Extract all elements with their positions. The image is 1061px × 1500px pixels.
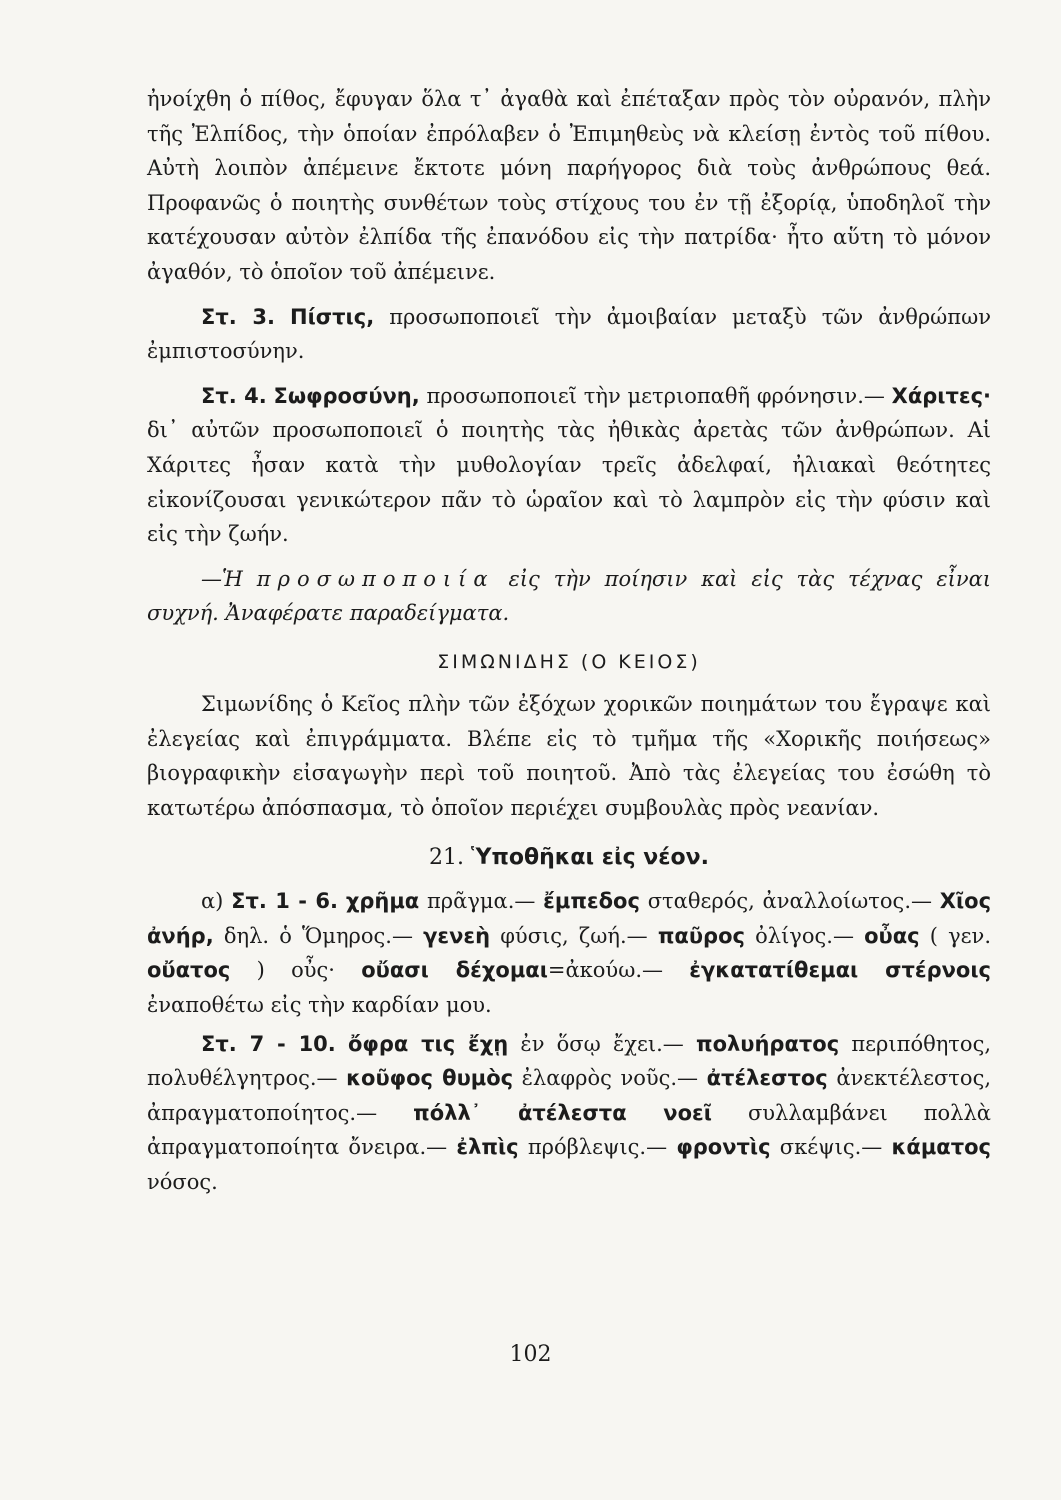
gloss-text: πρόβλεψις.— [518, 1135, 677, 1160]
gloss-term: Χῖος ἀνήρ, [147, 889, 992, 948]
gloss-text: ὀλίγος.— [744, 923, 865, 948]
exercise-question [147, 562, 991, 631]
exercise-rest: εἰς τὴν ποίησιν καὶ εἰς τὰς τέχνας εἶναι συχνή. Ἀναφέρατε παραδείγματα. [147, 566, 992, 626]
gloss-term: Πίστις, [290, 304, 375, 329]
gloss-term: οὖας [864, 923, 920, 948]
gloss-term: ὄφρα τις ἔχῃ [348, 1031, 509, 1056]
gloss-text: συλλαμβάνει πολλὰ ἀπραγματοποίητα ὄνειρα.— [147, 1100, 991, 1160]
gloss-term: γενεὴ [423, 923, 491, 948]
exercise-spaced-word: προσωποποιία [256, 566, 495, 591]
gloss-section-a [147, 884, 991, 1022]
gloss-term: κάματος [891, 1135, 991, 1160]
verse-label: Στ. 1 - 6. [231, 889, 339, 914]
poem-title [147, 845, 991, 870]
gloss-term: πολυήρατος [695, 1031, 840, 1056]
gloss-text: ( γεν. [919, 923, 991, 948]
gloss-text: νόσος. [147, 1170, 218, 1195]
verse-label: Στ. 7 - 10. [201, 1031, 336, 1056]
gloss-text: περιπόθητος, πολυθέλγητρος.— [147, 1031, 992, 1091]
gloss-text: σκέψις.— [770, 1135, 892, 1160]
gloss-term: οὔατος [147, 958, 231, 983]
gloss-text: προσωποποιεῖ τὴν μετριοπαθῆ φρόνησιν.— [419, 383, 892, 408]
gloss-prefix: α) [201, 889, 232, 914]
simonides-paragraph: Σιμωνίδης ὁ Κεῖος πλὴν τῶν ἐξόχων χορικῶν ποιημάτων του ἔγραψε καὶ ἐλεγείας καὶ ἐπιγράμματα. Βλέπε εἰς τὸ τμῆμα τῆς «Χορικῆς ποιήσεως» βιογραφικὴν εἰσαγωγὴν περὶ τοῦ ποιητοῦ. Ἀπὸ τὰς ἐλεγείας του ἐσώθη τὸ κατωτέρω ἀπόσπασμα, τὸ ὁποῖον περιέχει συμβουλὰς πρὸς νεανίαν. [147, 691, 991, 820]
verse-4-note [147, 379, 991, 552]
gloss-text: ἀνεκτέλεστος, ἀπραγματοποίητος.— [147, 1066, 992, 1125]
gloss-term: Χάριτες· [891, 383, 991, 408]
gloss-term: παῦρος [657, 923, 745, 948]
gloss-term: φροντὶς [676, 1135, 771, 1160]
verse-label: Στ. 3. [201, 304, 275, 329]
gloss-term: ἐγκατατίθεμαι στέρνοις [689, 958, 991, 983]
gloss-term: ἀτέλεστος [706, 1066, 828, 1091]
gloss-text: δι᾿ αὐτῶν προσωποποιεῖ ὁ ποιητὴς τὰς ἠθικὰς ἀρετὰς τῶν ἀνθρώπων. Αἱ Χάριτες ἦσαν κατὰ τὴν μυθολογίαν τρεῖς ἀδελφαί, ἠλιακαὶ θεότητες εἰκονίζουσαι γενικώτερον πᾶν τὸ ὡραῖον καὶ τὸ λαμπρὸν εἰς τὴν φύσιν καὶ εἰς τὴν ζωήν. [147, 418, 991, 547]
exercise-lead: —Ἡ [201, 566, 257, 591]
poem-number: 21. [429, 845, 465, 871]
gloss-text: πρᾶγμα.— [419, 889, 544, 914]
page-number: 102 [509, 1342, 552, 1367]
gloss-text: ἐλαφρὸς νοῦς.— [513, 1066, 707, 1091]
gloss-term: οὔασι δέχομαι [361, 958, 548, 983]
gloss-term: χρῆμα [345, 889, 420, 914]
gloss-text: δηλ. ὁ Ὅμηρος.— [213, 923, 424, 948]
gloss-text: ) οὖς· [230, 958, 362, 983]
intro-paragraph: ἠνοίχθη ὁ πίθος, ἔφυγαν ὅλα τ᾿ ἀγαθὰ καὶ ἐπέταξαν πρὸς τὸν οὐρανόν, πλὴν τῆς Ἐλπίδος, τὴν ὁποίαν ἐπρόλαβεν ὁ Ἐπιμηθεὺς νὰ κλείσῃ ἐντὸς τοῦ πίθου. Αὐτὴ λοιπὸν ἀπέμεινε ἔκτοτε μόνη παρήγορος διὰ τοὺς ἀνθρώπους θεά. Προφανῶς ὁ ποιητὴς συνθέτων τοὺς στίχους του ἐν τῇ ἐξορίᾳ, ὑποδηλοῖ τὴν κατέχουσαν αὐτὸν ἐλπίδα τῆς ἐπανόδου εἰς τὴν πατρίδα· ἦτο αὕτη τὸ μόνον ἀγαθόν, τὸ ὁποῖον τοῦ ἀπέμεινε. [147, 87, 991, 284]
gloss-section-b [147, 1027, 991, 1200]
gloss-text: προσωποποιεῖ τὴν ἀμοιβαίαν μεταξὺ τῶν ἀνθρώπων ἐμπιστοσύνην. [147, 304, 991, 364]
gloss-term: πόλλ᾿ ἀτέλεστα νοεῖ [413, 1100, 712, 1125]
verse-3-note [147, 300, 991, 369]
gloss-text: ἐναποθέτω εἰς τὴν καρδίαν μου. [147, 993, 492, 1018]
gloss-text: ἐν ὅσῳ ἔχει.— [508, 1031, 696, 1056]
gloss-term: ἐλπὶς [456, 1135, 519, 1160]
gloss-text: =ἀκούω.— [547, 958, 690, 983]
section-heading: ΣΙΜΩΝΙΔΗΣ (Ο ΚΕΙΟΣ) [437, 650, 701, 673]
gloss-term: κοῦφος θυμὸς [346, 1066, 514, 1091]
gloss-text: σταθερός, ἀναλλοίωτος.— [639, 889, 940, 914]
gloss-term: Σωφροσύνη, [273, 383, 420, 408]
poem-title-text: Ὑποθῆκαι εἰς νέον. [471, 845, 709, 871]
gloss-text: φύσις, ζωή.— [490, 923, 658, 948]
verse-label: Στ. 4. [201, 383, 267, 408]
gloss-term: ἔμπεδος [543, 889, 640, 914]
